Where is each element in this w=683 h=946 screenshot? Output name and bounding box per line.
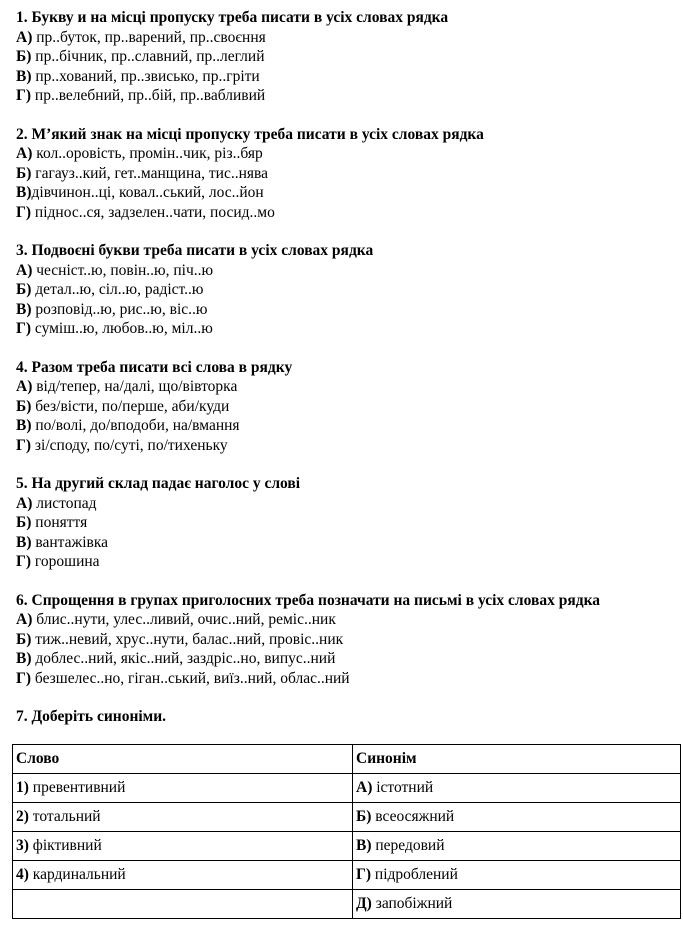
word-cell bbox=[13, 861, 353, 890]
option-c bbox=[16, 67, 680, 87]
table-row bbox=[13, 774, 681, 803]
option-c bbox=[16, 533, 680, 553]
option-d bbox=[16, 203, 680, 223]
option-letter: А) bbox=[16, 261, 33, 279]
table-row bbox=[13, 890, 681, 919]
word-number: 1) bbox=[16, 779, 29, 796]
option-text: без/вісти, по/перше, аби/куди bbox=[31, 397, 230, 415]
option-b bbox=[16, 513, 680, 533]
option-text: горошина bbox=[31, 553, 100, 570]
option-d bbox=[16, 86, 680, 106]
option-c bbox=[16, 649, 680, 669]
option-letter: Б) bbox=[16, 164, 32, 182]
question-title: 3. Подвоєні букви треба писати в усіх словах рядка bbox=[16, 242, 374, 259]
option-a bbox=[16, 144, 680, 164]
synonym-letter: Г) bbox=[356, 866, 372, 883]
question-title: 6. Спрощення в групах приголосних треба позначати на письмі в усіх словах рядка bbox=[16, 591, 601, 609]
question-title: 5. На другий склад падає наголос у слові bbox=[16, 475, 301, 492]
option-letter: Г) bbox=[16, 320, 32, 337]
option-text: пр..велебний, пр..бій, пр..вабливий bbox=[31, 87, 266, 104]
word-text: тотальний bbox=[28, 808, 101, 825]
word-cell bbox=[13, 803, 353, 832]
word-number: 3) bbox=[16, 837, 29, 854]
table-row bbox=[13, 832, 681, 861]
option-letter: Г) bbox=[16, 553, 32, 570]
synonym-cell bbox=[353, 774, 681, 803]
table-header-row bbox=[13, 745, 681, 774]
option-text: доблес..ний, якіс..ний, заздріс..но, випус..ний bbox=[31, 650, 336, 667]
option-letter: В) bbox=[16, 300, 32, 318]
synonym-text: істотний bbox=[372, 779, 434, 796]
option-letter: В) bbox=[16, 184, 32, 201]
option-text: детал..ю, сіл..ю, радіст..ю bbox=[31, 281, 204, 298]
option-text: розповід..ю, рис..ю, віс..ю bbox=[31, 300, 208, 318]
table-row bbox=[13, 861, 681, 890]
option-letter: Б) bbox=[16, 514, 32, 531]
question-2 bbox=[16, 125, 680, 223]
option-letter: В) bbox=[16, 67, 32, 85]
option-a bbox=[16, 261, 680, 281]
synonym-letter: А) bbox=[356, 779, 373, 796]
header-synonym: Синонім bbox=[353, 745, 681, 774]
question-6 bbox=[16, 591, 680, 689]
option-c bbox=[16, 300, 680, 320]
option-letter: Б) bbox=[16, 48, 32, 65]
option-letter: Г) bbox=[16, 87, 32, 104]
option-d bbox=[16, 669, 680, 689]
word-text: превентивний bbox=[28, 779, 126, 796]
option-b bbox=[16, 164, 680, 184]
table-row bbox=[13, 803, 681, 832]
option-letter: Б) bbox=[16, 281, 32, 298]
question-title: 4. Разом треба писати всі слова в рядку bbox=[16, 358, 293, 376]
option-text: зі/споду, по/суті, по/тихеньку bbox=[31, 436, 228, 454]
option-letter: А) bbox=[16, 145, 33, 162]
option-text: від/тепер, на/далі, що/вівторка bbox=[32, 378, 238, 395]
synonym-cell bbox=[353, 861, 681, 890]
option-text: пр..буток, пр..варений, пр..своєння bbox=[32, 28, 266, 46]
word-number: 2) bbox=[16, 808, 29, 825]
option-letter: Г) bbox=[16, 203, 32, 221]
question-5 bbox=[16, 474, 680, 572]
option-text: дівчинон..ці, ковал..ський, лос..йон bbox=[31, 184, 264, 201]
option-text: блис..нути, улес..ливий, очис..ний, реміс..ник bbox=[32, 611, 336, 628]
option-letter: В) bbox=[16, 650, 32, 667]
question-7-title: 7. Доберіть синоніми. bbox=[16, 708, 167, 725]
option-letter: В) bbox=[16, 533, 32, 551]
option-text: по/волі, до/вподоби, на/вмання bbox=[31, 417, 240, 434]
option-letter: А) bbox=[16, 28, 33, 46]
synonym-text: передовий bbox=[371, 837, 445, 854]
option-c bbox=[16, 183, 680, 203]
option-letter: Г) bbox=[16, 669, 32, 687]
option-letter: Б) bbox=[16, 397, 32, 415]
option-a bbox=[16, 377, 680, 397]
option-text: чесніст..ю, повін..ю, піч..ю bbox=[32, 261, 214, 279]
option-d bbox=[16, 436, 680, 456]
option-text: кол..оровість, промін..чик, різ..бяр bbox=[32, 145, 263, 162]
word-text: фіктивний bbox=[28, 837, 102, 854]
option-text: листопад bbox=[32, 494, 97, 512]
synonym-text: підроблений bbox=[371, 866, 458, 883]
option-text: вантажівка bbox=[31, 533, 109, 551]
synonyms-table bbox=[12, 744, 681, 919]
header-word: Слово bbox=[13, 745, 353, 774]
question-3 bbox=[16, 241, 680, 339]
question-title: 2. М’який знак на місці пропуску треба писати в усіх словах рядка bbox=[16, 125, 484, 143]
option-letter: Б) bbox=[16, 630, 32, 648]
option-text: безшелес..но, гіган..ський, виїз..ний, облас..ний bbox=[31, 669, 350, 687]
option-letter: В) bbox=[16, 417, 32, 434]
word-cell bbox=[13, 774, 353, 803]
synonym-letter: В) bbox=[356, 837, 372, 854]
word-number: 4) bbox=[16, 866, 29, 883]
synonym-cell bbox=[353, 890, 681, 919]
option-text: пр..бічник, пр..славний, пр..леглий bbox=[31, 48, 265, 65]
option-letter: А) bbox=[16, 611, 33, 628]
option-a bbox=[16, 494, 680, 514]
word-cell bbox=[13, 832, 353, 861]
option-a bbox=[16, 28, 680, 48]
synonym-cell bbox=[353, 832, 681, 861]
option-b bbox=[16, 47, 680, 67]
option-letter: А) bbox=[16, 378, 33, 395]
option-text: суміш..ю, любов..ю, міл..ю bbox=[31, 320, 213, 337]
word-cell bbox=[13, 890, 353, 919]
synonym-letter: Д) bbox=[356, 895, 372, 912]
option-text: піднос..ся, задзелен..чати, посид..мо bbox=[31, 203, 275, 221]
option-text: поняття bbox=[31, 514, 88, 531]
option-d bbox=[16, 319, 680, 339]
option-text: гагауз..кий, гет..манщина, тис..нява bbox=[31, 164, 269, 182]
synonym-text: запобіжний bbox=[371, 895, 453, 912]
test-page bbox=[16, 8, 680, 745]
synonym-text: всеосяжний bbox=[371, 808, 455, 825]
option-text: пр..хований, пр..звисько, пр..гріти bbox=[31, 67, 260, 85]
question-1 bbox=[16, 8, 680, 106]
question-4 bbox=[16, 358, 680, 456]
option-b bbox=[16, 630, 680, 650]
option-c bbox=[16, 416, 680, 436]
option-b bbox=[16, 397, 680, 417]
synonym-cell bbox=[353, 803, 681, 832]
synonym-letter: Б) bbox=[356, 808, 372, 825]
option-text: тиж..невий, хрус..нути, балас..ний, провіс..ник bbox=[31, 630, 344, 648]
option-letter: Г) bbox=[16, 436, 32, 454]
question-title: 1. Букву и на місці пропуску треба писати в усіх словах рядка bbox=[16, 9, 449, 26]
word-text: кардинальний bbox=[28, 866, 126, 883]
option-b bbox=[16, 280, 680, 300]
option-letter: А) bbox=[16, 494, 33, 512]
option-a bbox=[16, 610, 680, 630]
option-d bbox=[16, 552, 680, 572]
